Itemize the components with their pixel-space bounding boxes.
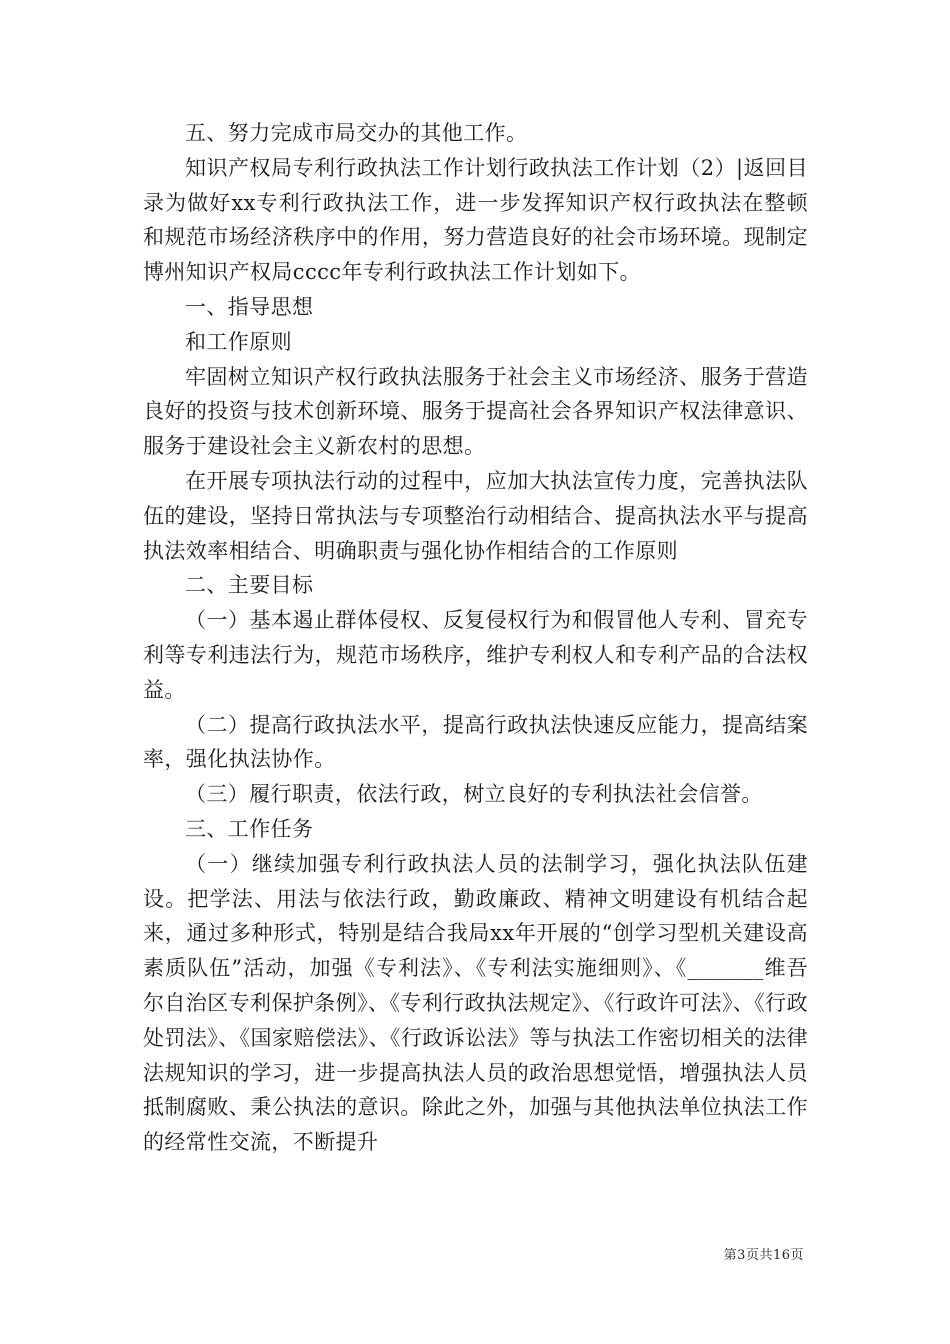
paragraph: 五、努力完成市局交办的其他工作。 (185, 121, 528, 145)
page-number: 第3页共16页 (723, 1248, 804, 1263)
list-item: （一）继续加强专利行政执法人员的法制学习，强化执法队伍建设。把学法、用法与依法行政，勤政廉政、精神文明建设有机结合起来，通过多种形式，特别是结合我局xx年开展的“创学习型机关建设高素质队伍”活动，加强《专利法》、《专利法实施细则》、《_______维吾尔自治区专利保护条例》、《专利行政执法规定》、《行政许可法》、《行政处罚法》、《国家赔偿法》、《行政诉讼法》等与执法工作密切相关的法律法规知识的学习，进一步提高执法人员的政治思想觉悟，增强执法人员抵制腐败、秉公执法的意识。除此之外，加强与其他执法单位执法工作的经常性交流，不断提升 (143, 851, 808, 1155)
section-heading: 二、主要目标 (185, 573, 314, 598)
paragraph: 牢固树立知识产权行政执法服务于社会主义市场经济、服务于营造良好的投资与技术创新环境、服务于提高社会各界知识产权法律意识、服务于建设社会主义新农村的思想。 (143, 364, 808, 459)
paragraph: 知识产权局专利行政执法工作计划行政执法工作计划（2）|返回目录为做好xx专利行政执法工作，进一步发挥知识产权行政执法在整顿和规范市场经济秩序中的作用，努力营造良好的社会市场环境。现制定博州知识产权局cccc年专利行政执法工作计划如下。 (143, 155, 808, 285)
list-item: （一）基本遏止群体侵权、反复侵权行为和假冒他人专利、冒充专利等专利违法行为，规范市场秩序，维护专利权人和专利产品的合法权益。 (143, 608, 808, 702)
section-heading: 三、工作任务 (185, 816, 314, 841)
document-body (143, 116, 808, 1160)
list-item: （三）履行职责，依法行政，树立良好的专利执法社会信誉。 (185, 782, 763, 807)
list-item: （二）提高行政执法水平，提高行政执法快速反应能力，提高结案率，强化执法协作。 (143, 712, 808, 772)
section-heading: 一、指导思想 (185, 294, 314, 319)
paragraph: 和工作原则 (185, 329, 292, 354)
paragraph: 在开展专项执法行动的过程中，应加大执法宣传力度，完善执法队伍的建设，坚持日常执法与专项整治行动相结合、提高执法水平与提高执法效率相结合、明确职责与强化协作相结合的工作原则 (143, 468, 808, 563)
